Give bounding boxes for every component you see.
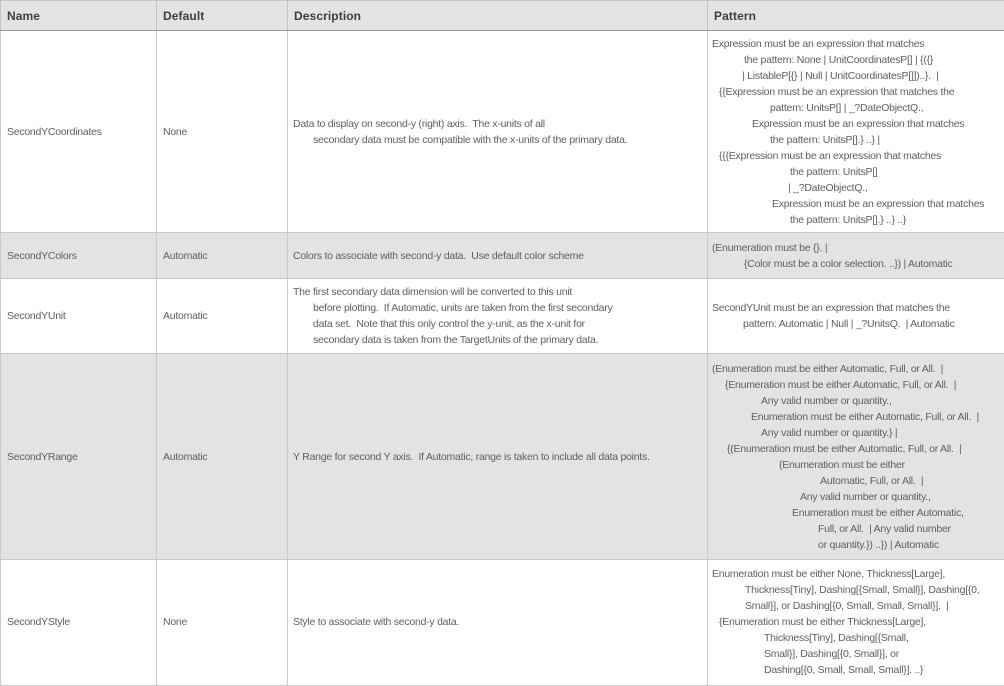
text-line: Enumeration must be either Automatic, Full, or All. | bbox=[751, 410, 979, 423]
text-line: Thickness[Tiny], Dashing[{Small, bbox=[764, 632, 909, 645]
cell-pattern bbox=[708, 354, 1004, 559]
text-line: pattern: Automatic | Null | _?UnitsQ. | Automatic bbox=[743, 318, 955, 331]
text-line: Thickness[Tiny], Dashing[{Small, Small}], Dashing[{0, bbox=[745, 584, 980, 597]
text-line: Enumeration must be either None, Thickness[Large], bbox=[712, 568, 946, 581]
text-line: the pattern: UnitsP[] bbox=[790, 165, 878, 178]
text-line: (Enumeration must be either Automatic, Full, or All. | bbox=[712, 362, 944, 375]
cell-option-name: SecondYCoordinates bbox=[1, 31, 157, 233]
text-line: the pattern: None | UnitCoordinatesP[] | {({} bbox=[744, 53, 934, 66]
cell-default-value: Automatic bbox=[157, 354, 288, 559]
text-line: secondary data must be compatible with the x-units of the primary data. bbox=[313, 133, 628, 146]
table-header bbox=[1, 1, 1004, 31]
text-line: | ListableP[{} | Null | UnitCoordinatesP[]])..}. | bbox=[742, 69, 939, 82]
table-row bbox=[1, 279, 1004, 354]
cell-default-value: Automatic bbox=[157, 279, 288, 354]
text-line: Any valid number or quantity., bbox=[800, 490, 931, 503]
cell-option-name: SecondYStyle bbox=[1, 559, 157, 685]
text-line: data set. Note that this only control the y-unit, as the x-unit for bbox=[313, 318, 585, 331]
text-line: | _?DateObjectQ., bbox=[788, 181, 868, 194]
cell-default-value: Automatic bbox=[157, 233, 288, 279]
text-line: or quantity.}) ..}) | Automatic bbox=[818, 538, 939, 551]
text-line: Enumeration must be either Automatic, bbox=[792, 506, 964, 519]
cell-pattern bbox=[708, 31, 1004, 233]
column-header-pattern: Pattern bbox=[708, 1, 1004, 31]
cell-description bbox=[288, 279, 708, 354]
text-line: Style to associate with second-y data. bbox=[293, 616, 460, 629]
text-line: SecondYUnit must be an expression that matches the bbox=[712, 302, 950, 315]
cell-description bbox=[288, 559, 708, 685]
text-line: {(Enumeration must be either Automatic, Full, or All. | bbox=[727, 442, 962, 455]
table-row bbox=[1, 559, 1004, 685]
text-line: Expression must be an expression that matches bbox=[752, 117, 965, 130]
text-line: {{Expression must be an expression that matches the bbox=[719, 85, 955, 98]
text-line: Small}], or Dashing[{0, Small, Small, Small}]. | bbox=[745, 600, 949, 613]
text-line: Dashing[{0, Small, Small, Small}]. ..} bbox=[764, 664, 924, 677]
text-line: {Enumeration must be either Thickness[Large], bbox=[719, 616, 926, 629]
cell-default-value: None bbox=[157, 31, 288, 233]
text-line: the pattern: UnitsP[].} ..} ..} bbox=[790, 213, 906, 226]
table-row bbox=[1, 354, 1004, 559]
table-row bbox=[1, 31, 1004, 233]
table-row bbox=[1, 233, 1004, 279]
cell-option-name: SecondYColors bbox=[1, 233, 157, 279]
cell-option-name: SecondYRange bbox=[1, 354, 157, 559]
text-line: Any valid number or quantity., bbox=[761, 394, 892, 407]
text-line: Any valid number or quantity.} | bbox=[761, 426, 898, 439]
text-line: Colors to associate with second-y data. Use default color scheme bbox=[293, 249, 584, 262]
text-line: {Enumeration must be either bbox=[779, 458, 905, 471]
text-line: {Enumeration must be either Automatic, Full, or All. | bbox=[725, 378, 957, 391]
text-line: Expression must be an expression that matches bbox=[712, 37, 925, 50]
column-header-name: Name bbox=[1, 1, 157, 31]
table-body bbox=[1, 31, 1004, 686]
text-line: The first secondary data dimension will be converted to this unit bbox=[293, 286, 573, 299]
text-line: secondary data is taken from the TargetUnits of the primary data. bbox=[313, 334, 599, 347]
text-line: pattern: UnitsP[] | _?DateObjectQ., bbox=[770, 101, 924, 114]
text-line: Full, or All. | Any valid number bbox=[818, 522, 951, 535]
text-line: Automatic, Full, or All. | bbox=[820, 474, 924, 487]
cell-option-name: SecondYUnit bbox=[1, 279, 157, 354]
text-line: {{{Expression must be an expression that matches bbox=[719, 149, 942, 162]
cell-pattern bbox=[708, 559, 1004, 685]
cell-pattern bbox=[708, 233, 1004, 279]
text-line: (Enumeration must be {}. | bbox=[712, 241, 828, 254]
text-line: the pattern: UnitsP[].} ..} | bbox=[770, 133, 880, 146]
column-header-default: Default bbox=[157, 1, 288, 31]
text-line: {Color must be a color selection. ..}) | Automatic bbox=[744, 257, 953, 270]
text-line: Data to display on second-y (right) axis. The x-units of all bbox=[293, 117, 545, 130]
text-line: before plotting. If Automatic, units are taken from the first secondary bbox=[313, 302, 613, 315]
cell-description bbox=[288, 354, 708, 559]
cell-description bbox=[288, 31, 708, 233]
cell-default-value: None bbox=[157, 559, 288, 685]
text-line: Expression must be an expression that matches bbox=[772, 197, 985, 210]
cell-pattern bbox=[708, 279, 1004, 354]
text-line: Y Range for second Y axis. If Automatic, range is taken to include all data points. bbox=[293, 450, 650, 463]
text-line: Small}], Dashing[{0, Small}], or bbox=[764, 648, 899, 661]
header-row bbox=[1, 1, 1004, 31]
column-header-description: Description bbox=[288, 1, 708, 31]
cell-description bbox=[288, 233, 708, 279]
